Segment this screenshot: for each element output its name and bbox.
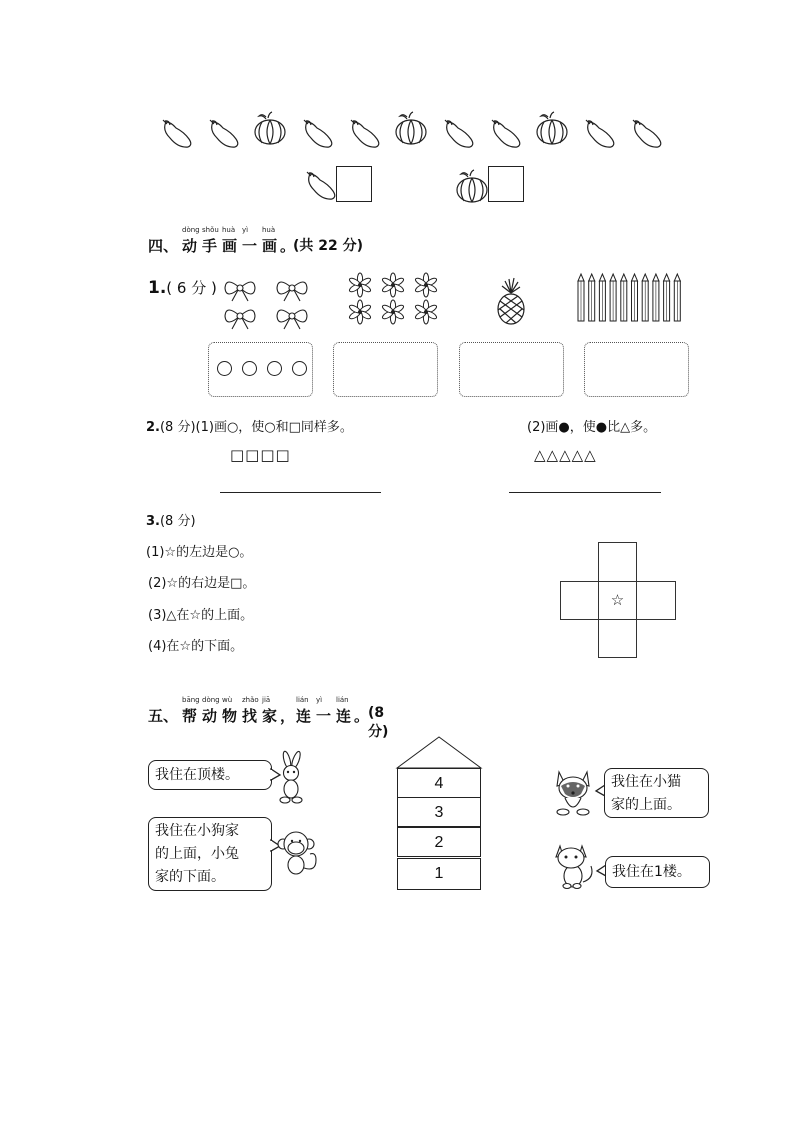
building <box>397 737 481 891</box>
q1-score: ( 6 分 ) <box>166 279 217 297</box>
rabbit-speech-bubble <box>148 760 272 790</box>
section-5-title-pinyin: wù <box>222 696 233 704</box>
section-5-title-pinyin: zhǎo <box>242 696 259 704</box>
q2-score: (8 分) <box>159 420 196 435</box>
section-5-title-pinyin: lián <box>296 696 309 704</box>
section-5-title-pinyin: jiā <box>262 696 271 704</box>
flower-group <box>346 274 442 330</box>
drawn-circle <box>217 361 232 376</box>
section-5-title-char: 一 <box>316 707 332 725</box>
roof <box>397 737 481 769</box>
dog-icon[interactable] <box>553 770 593 818</box>
q3-heading <box>146 510 196 529</box>
q2-answer-line-2[interactable] <box>509 492 661 493</box>
section-4-title-pinyin: dòng <box>182 226 200 234</box>
section-5-title-pinyin: bāng <box>182 696 200 704</box>
pencil-icon <box>610 274 616 321</box>
cross-grid <box>560 542 676 658</box>
pencil-icon <box>664 274 670 321</box>
monkey-line-2: 的上面，小兔 <box>155 846 239 862</box>
q3-score: (8 分) <box>159 514 196 529</box>
section-4-title-char: 画 <box>222 237 238 255</box>
q3-item-2: (2)☆的右边是□。 <box>148 576 256 591</box>
q3-item-1: (1)☆的左边是○。 <box>146 545 253 560</box>
section-4-title-char: 手 <box>202 237 218 255</box>
section-5-title-pinyin: dòng <box>202 696 220 704</box>
pattern-answer-box[interactable] <box>336 166 372 202</box>
answer-box-bows[interactable] <box>208 342 313 397</box>
floor-4[interactable]: 4 <box>397 768 481 798</box>
q2-answer-line-1[interactable] <box>220 492 381 493</box>
dog-line-2: 家的上面。 <box>611 797 681 813</box>
q2-triangles: △△△△△ <box>534 446 597 464</box>
section-4-title-char: 画 <box>262 237 278 255</box>
pumpkin-icon <box>393 110 429 150</box>
q3-item-3: (3)△在☆的上面。 <box>148 608 254 623</box>
monkey-speech-bubble <box>148 817 272 891</box>
flower-icon <box>414 300 437 324</box>
section-4-number: 四、 <box>148 237 179 255</box>
cat-speech-bubble <box>605 856 710 888</box>
eggplant-icon <box>440 116 476 156</box>
pencil-icon <box>674 274 680 321</box>
bow-icon <box>277 282 307 301</box>
drawn-circle <box>267 361 282 376</box>
bow-icon <box>225 282 255 301</box>
section-5-title-char: 动 <box>202 707 218 725</box>
q2-part1: (1)画○，使○和□同样多。 <box>195 420 353 435</box>
pattern-answer-box[interactable] <box>488 166 524 202</box>
answer-box-pencils[interactable] <box>584 342 689 397</box>
section-4-title-pinyin: huà <box>222 226 236 234</box>
pencil-icon <box>621 274 627 321</box>
q2-part2: (2)画●，使●比△多。 <box>527 420 657 435</box>
pumpkin-icon <box>252 110 288 150</box>
answer-box-flowers[interactable] <box>333 342 438 397</box>
bow-icon <box>225 310 255 329</box>
bow-icon <box>277 310 307 329</box>
section-4-title-pinyin: huà <box>262 226 276 234</box>
section-4-title-pinyin: shǒu <box>202 226 219 234</box>
section-4-heading <box>148 226 448 260</box>
monkey-icon[interactable] <box>276 830 322 876</box>
section-4-title-char: 动 <box>182 237 198 255</box>
cat-icon[interactable] <box>553 844 597 890</box>
eggplant-icon <box>346 116 382 156</box>
floor-3[interactable]: 3 <box>397 797 481 827</box>
flower-icon <box>381 273 404 297</box>
section-5-title-pinyin: lián <box>336 696 349 704</box>
section-5-title-char: 连 <box>296 707 312 725</box>
grid-cell-center <box>598 581 637 620</box>
section-5-title-char: 家 <box>262 707 278 725</box>
pencil-icon <box>653 274 659 321</box>
section-4-score: (共 22 分) <box>293 238 364 254</box>
q1-label <box>148 277 217 298</box>
pencil-group <box>576 274 688 326</box>
pencil-icon <box>578 274 584 321</box>
center-star: ☆ <box>610 591 625 609</box>
eggplant-icon <box>299 116 335 156</box>
grid-cell-top[interactable] <box>598 542 637 582</box>
eggplant-icon <box>581 116 617 156</box>
pumpkin-icon <box>534 110 570 150</box>
eggplant-icon <box>628 116 664 156</box>
grid-cell-bottom[interactable] <box>598 619 637 658</box>
q2-squares: □□□□ <box>230 446 291 464</box>
grid-cell-left[interactable] <box>560 581 599 620</box>
q2-line <box>146 416 353 435</box>
section-5-title-char: 连 <box>336 707 352 725</box>
pencil-icon <box>589 274 595 321</box>
pencil-icon <box>642 274 648 321</box>
floor-1[interactable]: 1 <box>397 858 481 890</box>
pattern-row <box>158 114 678 154</box>
grid-cell-right[interactable] <box>636 581 676 620</box>
pineapple-icon <box>492 277 530 325</box>
drawn-circle <box>292 361 307 376</box>
section-5-number: 五、 <box>148 707 179 725</box>
drawn-circle <box>242 361 257 376</box>
eggplant-icon <box>158 116 194 156</box>
section-5-end-mark: 。 <box>354 707 370 725</box>
section-5-title-char: 找 <box>242 707 258 725</box>
cat-text: 我住在1楼。 <box>612 864 691 880</box>
section-5-title-char: 物 <box>222 707 238 725</box>
section-5-title-pinyin: yì <box>316 696 323 704</box>
q2-number: 2. <box>146 420 160 435</box>
dog-speech-bubble <box>604 768 709 818</box>
bow-group <box>224 274 314 330</box>
q1-number: 1. <box>148 278 167 298</box>
eggplant-icon <box>302 168 338 208</box>
eggplant-icon <box>487 116 523 156</box>
pattern-answer-row <box>300 166 540 206</box>
dog-line-1: 我住在小猫 <box>611 774 681 790</box>
flower-icon <box>414 273 437 297</box>
monkey-line-3: 家的下面。 <box>155 869 225 885</box>
section-5-comma: ， <box>280 707 296 725</box>
pencil-icon <box>599 274 605 321</box>
q3-number: 3. <box>146 514 160 529</box>
floor-2[interactable]: 2 <box>397 827 481 857</box>
section-5-title-char: 帮 <box>182 707 198 725</box>
monkey-line-1: 我住在小狗家 <box>155 823 239 839</box>
rabbit-text: 我住在顶楼。 <box>155 767 239 783</box>
flower-icon <box>381 300 404 324</box>
flower-icon <box>348 300 371 324</box>
rabbit-icon[interactable] <box>274 752 308 804</box>
section-4-title-char: 一 <box>242 237 258 255</box>
pumpkin-icon <box>454 168 490 208</box>
section-5-heading <box>148 696 448 740</box>
section-4-end-mark: 。 <box>280 237 296 255</box>
q3-item-4: (4)在☆的下面。 <box>148 639 244 654</box>
flower-icon <box>348 273 371 297</box>
answer-box-pineapple[interactable] <box>459 342 564 397</box>
eggplant-icon <box>205 116 241 156</box>
section-5-score: (8 分) <box>368 705 389 740</box>
pencil-icon <box>632 274 638 321</box>
section-4-title-pinyin: yì <box>242 226 249 234</box>
